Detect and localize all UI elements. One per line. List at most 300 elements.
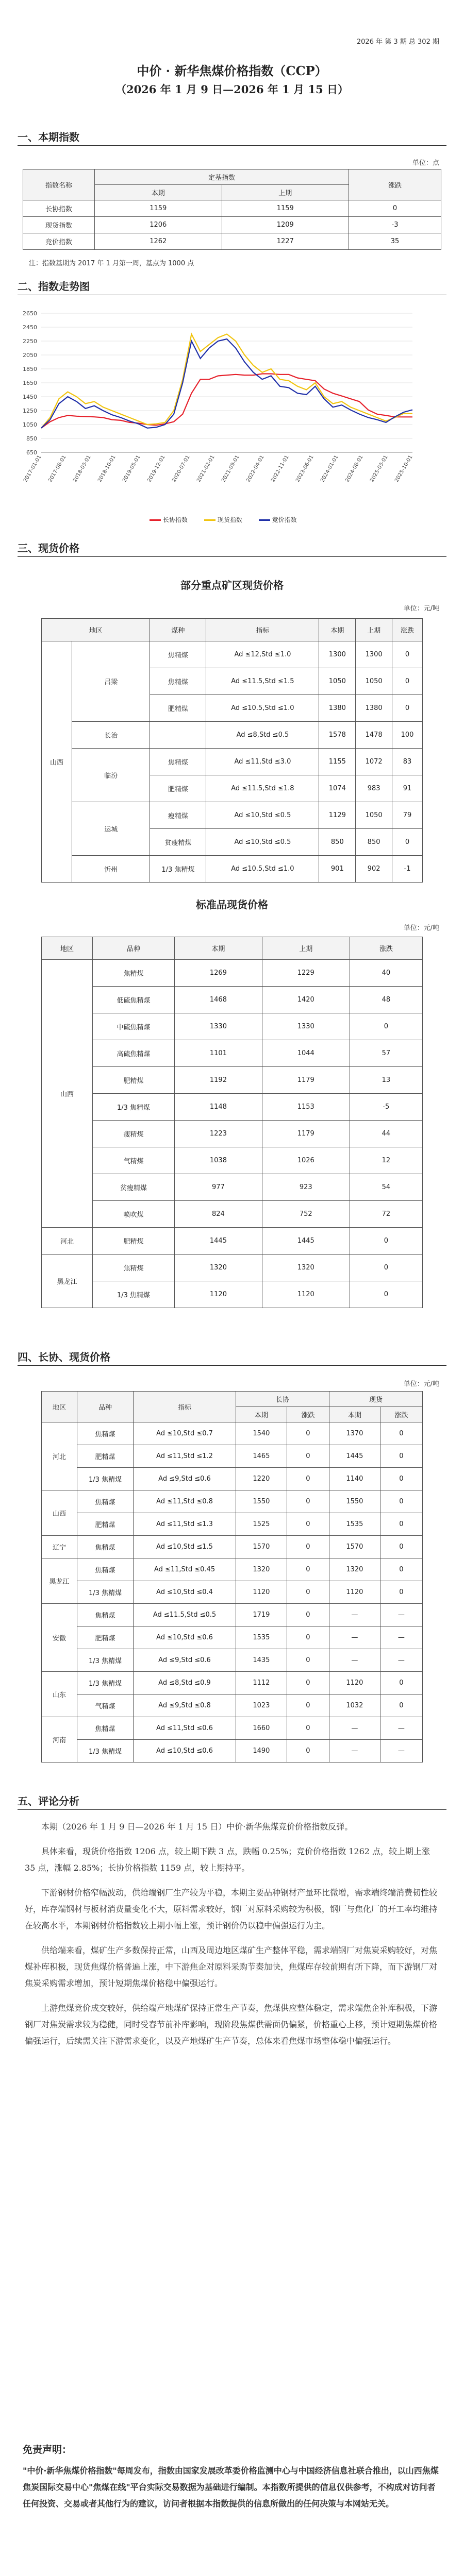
unit-label: 单位：元/吨 xyxy=(403,924,439,932)
cell: — xyxy=(380,1717,422,1740)
x-tick-label: 2025-03-01 xyxy=(369,454,389,483)
x-tick-label: 2019-05-01 xyxy=(122,454,142,483)
chart-legend xyxy=(150,515,297,524)
cell: 1/3 焦精煤 xyxy=(77,1468,134,1490)
legend-item: 竞价指数 xyxy=(259,516,297,523)
cell: 肥精煤 xyxy=(77,1445,134,1468)
table-row xyxy=(23,233,441,250)
table-row xyxy=(42,749,423,775)
cell: 0 xyxy=(287,1490,329,1513)
series-line xyxy=(41,374,412,428)
cell: — xyxy=(329,1717,380,1740)
cell: 0 xyxy=(392,829,423,856)
table-row xyxy=(42,1513,423,1536)
cell: 0 xyxy=(287,1558,329,1581)
col-header: 煤种 xyxy=(150,619,206,641)
cell: 喷吹煤 xyxy=(93,1201,175,1228)
table-row xyxy=(42,1281,423,1308)
disclaimer-text: "中价·新华焦煤价格指数"每周发布，指数由国家发展改革委价格监测中心与中国经济信息社联合推出，以山西焦煤焦炭国际交易中心"焦煤在线"平台实际交易数据为基础进行编制。本指数所提供的信息仅供参考，不构成对访问者任何投资、交易或者其他行为的建议，访问者根据本指数提供的信息所做出的任何决策与本网站无关。 xyxy=(23,2466,439,2509)
cell: 1550 xyxy=(236,1490,287,1513)
cell: 忻州 xyxy=(72,856,150,883)
cell: 1/3 焦精煤 xyxy=(93,1281,175,1308)
cell: 1330 xyxy=(262,1013,350,1040)
table-row xyxy=(42,1201,423,1228)
cell: 1206 xyxy=(95,217,222,233)
cell: — xyxy=(329,1626,380,1649)
table-row xyxy=(42,856,423,883)
table-row xyxy=(42,1121,423,1147)
cell: 中硫焦精煤 xyxy=(93,1013,175,1040)
col-header: 地区 xyxy=(42,619,150,641)
col-header: 本期 xyxy=(175,937,262,960)
cell: 1072 xyxy=(356,749,392,775)
cell: 0 xyxy=(380,1558,422,1581)
col-header: 现货 xyxy=(329,1392,422,1407)
cell: 1044 xyxy=(262,1040,350,1067)
table-row xyxy=(42,987,423,1013)
table-row xyxy=(42,1604,423,1626)
cell: 1179 xyxy=(262,1067,350,1094)
table-row xyxy=(42,1067,423,1094)
cell: 肥精煤 xyxy=(150,695,206,722)
paragraph: 下游钢材价格窄幅波动，供给端钢厂生产较为平稳，本期主要品种钢材产量环比微增，需求端终端消费韧性较好，库存端钢材与板材消费量变化不大，原料需求较好，钢厂对原料采购较为积极，钢厂与焦化厂的开工率均维持在较高水平，本期钢材价格指数较上期小幅上涨，预计钢价仍以稳中偏强运行为主。 xyxy=(25,1888,438,1930)
cell: 57 xyxy=(350,1040,422,1067)
col-header: 涨跌 xyxy=(350,937,422,960)
table-row xyxy=(42,960,423,987)
y-tick-label: 2050 xyxy=(23,352,37,359)
cell: 1535 xyxy=(329,1513,380,1536)
cell: 1159 xyxy=(95,200,222,217)
cell: Ad ≤8,Std ≤0.5 xyxy=(206,722,319,749)
cell: 1050 xyxy=(356,802,392,829)
area-cell: 黑龙江 xyxy=(42,1558,77,1604)
cell: Ad ≤11,Std ≤0.6 xyxy=(134,1717,236,1740)
cell: -1 xyxy=(392,856,423,883)
x-tick-label: 2017-08-01 xyxy=(47,454,68,483)
cell: — xyxy=(329,1740,380,1762)
section-heading-contract-spot: 四、长协、现货价格 xyxy=(18,1351,110,1363)
cell: 0 xyxy=(380,1468,422,1490)
table-row xyxy=(42,1147,423,1174)
cell: 1300 xyxy=(356,641,392,668)
area-cell: 河南 xyxy=(42,1717,77,1762)
cell: 1038 xyxy=(175,1147,262,1174)
cell: 1490 xyxy=(236,1740,287,1762)
cell: 焦精煤 xyxy=(77,1717,134,1740)
cell: 901 xyxy=(319,856,356,883)
cell: 1050 xyxy=(319,668,356,695)
x-tick-label: 2021-09-01 xyxy=(221,454,241,483)
cell: 850 xyxy=(356,829,392,856)
cell: Ad ≤11,Std ≤0.8 xyxy=(134,1490,236,1513)
table-row xyxy=(42,1740,423,1762)
cell: 1120 xyxy=(329,1581,380,1604)
cell: 0 xyxy=(380,1445,422,1468)
y-tick-label: 1250 xyxy=(23,408,37,414)
cell: 1380 xyxy=(356,695,392,722)
cell: 1/3 焦精煤 xyxy=(93,1094,175,1121)
col-header: 本期 xyxy=(95,185,222,200)
col-header: 涨跌 xyxy=(349,170,441,200)
cell: Ad ≤12,Std ≤1.0 xyxy=(206,641,319,668)
province-cell: 山西 xyxy=(42,641,72,883)
cell: Ad ≤10.5,Std ≤1.0 xyxy=(206,695,319,722)
cell: -5 xyxy=(350,1094,422,1121)
cell: 1101 xyxy=(175,1040,262,1067)
cell: 0 xyxy=(380,1672,422,1694)
cell: 91 xyxy=(392,775,423,802)
contract-spot-table xyxy=(41,1391,423,1762)
cell: 1570 xyxy=(329,1536,380,1558)
cell: 0 xyxy=(287,1740,329,1762)
cell: 54 xyxy=(350,1174,422,1201)
cell: 850 xyxy=(319,829,356,856)
paragraph: 上游焦煤竞价成交较好，供给端产地煤矿保持正常生产节奏，焦煤供应整体稳定，需求端焦企补库积极，下游钢厂对焦炭需求较为稳健，同时受春节前补库影响，现阶段焦煤供需面仍偏紧，价格重心上移，预计短期焦煤价格偏强运行，后续需关注下游需求变化，以及产地煤矿生产节奏，总体来看焦煤市场整体稳中偏强运行。 xyxy=(25,2003,438,2046)
cell: 0 xyxy=(287,1445,329,1468)
section-divider xyxy=(18,1365,446,1366)
report-date-range: （2026 年 1 月 9 日—2026 年 1 月 15 日） xyxy=(115,83,349,96)
cell: 83 xyxy=(392,749,423,775)
area-cell: 黑龙江 xyxy=(42,1255,93,1308)
cell: 1370 xyxy=(329,1422,380,1445)
col-header: 地区 xyxy=(42,937,93,960)
col-header: 定基指数 xyxy=(95,170,349,185)
cell: 1468 xyxy=(175,987,262,1013)
cell: Ad ≤8,Std ≤0.9 xyxy=(134,1672,236,1694)
cell: 0 xyxy=(287,1694,329,1717)
x-tick-label: 2018-10-01 xyxy=(97,454,117,483)
cell: — xyxy=(380,1649,422,1672)
x-tick-label: 2017-01-01 xyxy=(23,454,43,483)
cell: 1129 xyxy=(319,802,356,829)
table-row xyxy=(42,1536,423,1558)
cell: Ad ≤11.5,Std ≤1.5 xyxy=(206,668,319,695)
table-row xyxy=(42,1672,423,1694)
col-header: 指数名称 xyxy=(23,170,95,200)
cell: 贫瘦精煤 xyxy=(93,1174,175,1201)
cell: 35 xyxy=(349,233,441,250)
table-row xyxy=(42,1581,423,1604)
cell: 1155 xyxy=(319,749,356,775)
cell: 临汾 xyxy=(72,749,150,802)
cell: 1320 xyxy=(262,1255,350,1281)
cell: 焦精煤 xyxy=(150,641,206,668)
cell: 1120 xyxy=(236,1581,287,1604)
cell: 0 xyxy=(287,1626,329,1649)
cell: 983 xyxy=(356,775,392,802)
cell: 竞价指数 xyxy=(23,233,95,250)
cell: 焦精煤 xyxy=(150,749,206,775)
cell: 1220 xyxy=(236,1468,287,1490)
cell: Ad ≤10,Std ≤0.5 xyxy=(206,829,319,856)
table-row xyxy=(42,1468,423,1490)
cell: 1153 xyxy=(262,1094,350,1121)
cell: 焦精煤 xyxy=(77,1558,134,1581)
table-row xyxy=(42,641,423,668)
section-divider xyxy=(18,1809,446,1810)
x-tick-label: 2020-07-01 xyxy=(171,454,191,483)
cell: 焦精煤 xyxy=(93,960,175,987)
table-row xyxy=(42,1174,423,1201)
cell: 1050 xyxy=(356,668,392,695)
x-tick-label: 2024-01-01 xyxy=(320,454,340,483)
cell: 1179 xyxy=(262,1121,350,1147)
cell: 1550 xyxy=(329,1490,380,1513)
cell: 0 xyxy=(380,1490,422,1513)
cell: 1465 xyxy=(236,1445,287,1468)
cell: 1478 xyxy=(356,722,392,749)
unit-label: 单位：元/吨 xyxy=(403,1380,439,1388)
area-cell: 山西 xyxy=(42,960,93,1228)
cell: 1/3 焦精煤 xyxy=(77,1740,134,1762)
cell xyxy=(150,722,206,749)
unit-label: 单位：元/吨 xyxy=(403,605,439,613)
cell: 1159 xyxy=(222,200,349,217)
section-heading-analysis: 五、评论分析 xyxy=(18,1795,79,1807)
cell: 1227 xyxy=(222,233,349,250)
area-cell: 辽宁 xyxy=(42,1536,77,1558)
cell: 1540 xyxy=(236,1422,287,1445)
cell: 1120 xyxy=(329,1672,380,1694)
cell: 1209 xyxy=(222,217,349,233)
cell: 13 xyxy=(350,1067,422,1094)
col-header: 上期 xyxy=(356,619,392,641)
cell: 1570 xyxy=(236,1536,287,1558)
cell: 1320 xyxy=(236,1558,287,1581)
cell: Ad ≤9,Std ≤0.6 xyxy=(134,1649,236,1672)
cell: Ad ≤9,Std ≤0.6 xyxy=(134,1468,236,1490)
index-table xyxy=(23,169,441,250)
cell: — xyxy=(380,1604,422,1626)
x-tick-label: 2022-11-01 xyxy=(270,454,290,483)
cell: 1525 xyxy=(236,1513,287,1536)
table-row xyxy=(42,1040,423,1067)
cell: 1023 xyxy=(236,1694,287,1717)
cell: 824 xyxy=(175,1201,262,1228)
cell: 焦精煤 xyxy=(93,1255,175,1281)
area-cell: 山东 xyxy=(42,1672,77,1717)
cell: Ad ≤11.5,Std ≤0.5 xyxy=(134,1604,236,1626)
cell: 气精煤 xyxy=(77,1694,134,1717)
cell: — xyxy=(329,1604,380,1626)
col-header: 品种 xyxy=(93,937,175,960)
cell: 48 xyxy=(350,987,422,1013)
issue-number: 2026 年 第 3 期 总 302 期 xyxy=(356,38,439,46)
table-row xyxy=(23,200,441,217)
standard-price-table xyxy=(41,937,423,1308)
cell: 焦精煤 xyxy=(77,1604,134,1626)
cell: 752 xyxy=(262,1201,350,1228)
x-tick-label: 2023-06-01 xyxy=(295,454,315,483)
cell: 0 xyxy=(380,1513,422,1536)
paragraph: 具体来看，现货价格指数 1206 点，较上期下跌 3 点，跌幅 0.25%；竞价价格指数 1262 点，较上期上涨 35 点，涨幅 2.85%；长协价格指数 1159 点，较上期持平。 xyxy=(25,1846,430,1873)
cell: 1535 xyxy=(236,1626,287,1649)
report-title: 中价 · 新华焦煤价格指数（CCP） xyxy=(137,63,327,78)
table-row xyxy=(42,802,423,829)
cell: 0 xyxy=(287,1604,329,1626)
cell: 977 xyxy=(175,1174,262,1201)
y-tick-label: 2650 xyxy=(23,310,37,317)
paragraph: 本期（2026 年 1 月 9 日—2026 年 1 月 15 日）中价·新华焦煤竞价价格指数反弹。 xyxy=(41,1822,353,1832)
cell: 焦精煤 xyxy=(77,1490,134,1513)
cell: 焦精煤 xyxy=(77,1422,134,1445)
analysis-text xyxy=(25,1819,439,2049)
cell: 100 xyxy=(392,722,423,749)
col-header: 指标 xyxy=(206,619,319,641)
cell: 现货指数 xyxy=(23,217,95,233)
cell: 1330 xyxy=(175,1013,262,1040)
cell: 1032 xyxy=(329,1694,380,1717)
cell: 长协指数 xyxy=(23,200,95,217)
col-header: 上期 xyxy=(262,937,350,960)
cell: Ad ≤10.5,Std ≤1.0 xyxy=(206,856,319,883)
y-tick-label: 1650 xyxy=(23,380,37,386)
cell: — xyxy=(380,1626,422,1649)
section-heading-spot: 三、现货价格 xyxy=(18,542,79,554)
cell: 1578 xyxy=(319,722,356,749)
table-row xyxy=(23,217,441,233)
table-row xyxy=(42,1558,423,1581)
col-header: 上期 xyxy=(222,185,349,200)
y-tick-label: 2450 xyxy=(23,324,37,331)
area-cell: 安徽 xyxy=(42,1604,77,1672)
cell: Ad ≤11,Std ≤1.2 xyxy=(134,1445,236,1468)
cell: 1445 xyxy=(262,1228,350,1255)
cell: 1435 xyxy=(236,1649,287,1672)
x-tick-label: 2018-03-01 xyxy=(72,454,92,483)
cell: 1269 xyxy=(175,960,262,987)
table-title-mines: 部分重点矿区现货价格 xyxy=(180,579,284,591)
cell: 1719 xyxy=(236,1604,287,1626)
cell: 瘦精煤 xyxy=(150,802,206,829)
y-tick-label: 1050 xyxy=(23,421,37,428)
cell: 肥精煤 xyxy=(150,775,206,802)
cell: 瘦精煤 xyxy=(93,1121,175,1147)
cell: 1/3 焦精煤 xyxy=(77,1672,134,1694)
cell: 1229 xyxy=(262,960,350,987)
cell: 1420 xyxy=(262,987,350,1013)
cell: 0 xyxy=(287,1717,329,1740)
cell: 运城 xyxy=(72,802,150,856)
cell: 1660 xyxy=(236,1717,287,1740)
table-row xyxy=(42,722,423,749)
cell: 1026 xyxy=(262,1147,350,1174)
cell: 1120 xyxy=(262,1281,350,1308)
cell: 1192 xyxy=(175,1067,262,1094)
table-row xyxy=(42,1228,423,1255)
table-row xyxy=(42,1694,423,1717)
cell: 0 xyxy=(392,641,423,668)
y-tick-label: 1450 xyxy=(23,394,37,400)
cell: 0 xyxy=(349,200,441,217)
cell: 1/3 焦精煤 xyxy=(77,1649,134,1672)
x-tick-label: 2025-10-01 xyxy=(394,454,414,483)
section-divider xyxy=(18,556,446,557)
table-row xyxy=(42,1013,423,1040)
cell: 0 xyxy=(380,1694,422,1717)
table-row xyxy=(42,1445,423,1468)
cell: 肥精煤 xyxy=(93,1067,175,1094)
table-row xyxy=(42,1649,423,1672)
cell: 1074 xyxy=(319,775,356,802)
cell: 长治 xyxy=(72,722,150,749)
cell: 0 xyxy=(350,1255,422,1281)
cell: 1445 xyxy=(329,1445,380,1468)
cell: 1112 xyxy=(236,1672,287,1694)
cell: 1320 xyxy=(329,1558,380,1581)
cell: 1/3 焦精煤 xyxy=(77,1581,134,1604)
cell: 吕梁 xyxy=(72,641,150,722)
table-row xyxy=(42,1094,423,1121)
col-header: 涨跌 xyxy=(380,1407,422,1422)
cell: Ad ≤10,Std ≤0.4 xyxy=(134,1581,236,1604)
cell: 1/3 焦精煤 xyxy=(150,856,206,883)
cell: 79 xyxy=(392,802,423,829)
table-row xyxy=(42,1626,423,1649)
x-tick-label: 2022-04-01 xyxy=(245,454,266,483)
cell: 0 xyxy=(350,1228,422,1255)
cell: 1140 xyxy=(329,1468,380,1490)
cell: 高硫焦精煤 xyxy=(93,1040,175,1067)
cell: Ad ≤10,Std ≤0.7 xyxy=(134,1422,236,1445)
disclaimer-title: 免责声明： xyxy=(23,2444,72,2455)
col-header: 地区 xyxy=(42,1392,77,1422)
cell: 0 xyxy=(287,1649,329,1672)
cell: 贫瘦精煤 xyxy=(150,829,206,856)
cell: 0 xyxy=(380,1536,422,1558)
table-row xyxy=(42,1490,423,1513)
col-header: 本期 xyxy=(329,1407,380,1422)
legend-item: 现货指数 xyxy=(204,516,242,523)
mine-price-table xyxy=(41,618,423,883)
cell: 肥精煤 xyxy=(77,1513,134,1536)
col-header: 本期 xyxy=(319,619,356,641)
cell: 0 xyxy=(287,1581,329,1604)
cell: Ad ≤9,Std ≤0.8 xyxy=(134,1694,236,1717)
col-header: 涨跌 xyxy=(392,619,423,641)
col-header: 长协 xyxy=(236,1392,329,1407)
cell: Ad ≤10,Std ≤0.5 xyxy=(206,802,319,829)
col-header: 本期 xyxy=(236,1407,287,1422)
cell: 72 xyxy=(350,1201,422,1228)
table-title-standard: 标准品现货价格 xyxy=(196,899,268,911)
cell: 1120 xyxy=(175,1281,262,1308)
index-base-note: 注：指数基期为 2017 年 1 月第一周，基点为 1000 点 xyxy=(29,260,194,267)
cell: — xyxy=(329,1649,380,1672)
table-row xyxy=(42,1255,423,1281)
cell: Ad ≤11,Std ≤3.0 xyxy=(206,749,319,775)
cell: 902 xyxy=(356,856,392,883)
x-tick-label: 2019-12-01 xyxy=(146,454,167,483)
y-tick-label: 650 xyxy=(26,449,37,456)
cell: Ad ≤11.5,Std ≤1.8 xyxy=(206,775,319,802)
cell: 1445 xyxy=(175,1228,262,1255)
cell: 0 xyxy=(380,1581,422,1604)
cell: 焦精煤 xyxy=(77,1536,134,1558)
unit-label: 单位：点 xyxy=(412,159,439,167)
cell: 气精煤 xyxy=(93,1147,175,1174)
cell: Ad ≤11,Std ≤1.3 xyxy=(134,1513,236,1536)
cell: 0 xyxy=(287,1422,329,1445)
cell: 12 xyxy=(350,1147,422,1174)
col-header: 品种 xyxy=(77,1392,134,1422)
cell: 0 xyxy=(287,1536,329,1558)
cell: 0 xyxy=(350,1013,422,1040)
cell: Ad ≤10,Std ≤0.6 xyxy=(134,1740,236,1762)
cell: 1300 xyxy=(319,641,356,668)
cell: 40 xyxy=(350,960,422,987)
area-cell: 河北 xyxy=(42,1228,93,1255)
